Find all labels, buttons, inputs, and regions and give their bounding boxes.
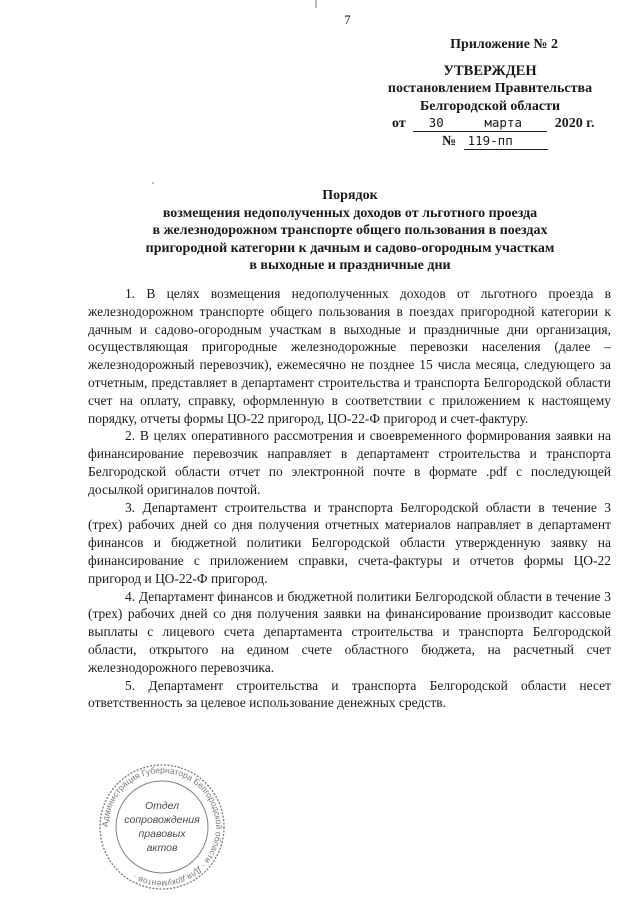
title-line-3: пригородной категории к дачным и садово-огородным участкам <box>145 240 555 256</box>
appendix-label: Приложение № 2 <box>450 37 558 52</box>
stamp-ring-text: Администрация Губернатора Белгородской области · Для документов · <box>99 764 225 890</box>
paragraph-1: 1. В целях возмещения недополученных доходов от льготного проезда в железнодорожном транспорте общего пользования в поездах пригородной категории к дачным и садово-огородным участкам в выходные и праздничные дни организация, осуществляющая пригородные железнодорожные перевозки населения (далее – железнодорожный перевозчик), ежемесячно не позднее 15 числа месяца, следующего за отчетным, представляет в департамент строительства и транспорта Белгородской области счет на оплату, справку, оформленную в соответствии с приложением к настоящему порядку, отчеты формы ЦО-22 пригород, ЦО-22-Ф пригород и счет-фактуру. <box>88 286 611 426</box>
number-value: 119-пп <box>464 133 548 150</box>
approval-title: УТВЕРЖДЕН <box>443 63 537 79</box>
paragraph-5: 5. Департамент строительства и транспорта Белгородской области несет ответственность за целевое использование денежных средств. <box>88 677 611 711</box>
approval-block <box>370 62 610 116</box>
title-heading: Порядок <box>322 188 378 203</box>
paragraph-4: 4. Департамент финансов и бюджетной политики Белгородской области в течение 3 (трех) рабочих дней со дня получения заявки на финансирование производит кассовые выплаты с лицевого счета департамента строительства и транспорта Белгородской области, открытого на едином счете областного бюджета, на расчетный счет железнодорожного перевозчика. <box>88 588 611 675</box>
approval-number-line <box>442 133 548 150</box>
paragraph-3: 3. Департамент строительства и транспорта Белгородской области в течение 3 (трех) рабочих дней со дня получения отчетных материалов направляет в департамент финансов и бюджетной политики Белгородской области утвержденную заявку на финансирование с приложением справки, счета-фактуры и отчетов формы ЦО-22 пригород и ЦО-22-Ф пригород. <box>88 499 611 586</box>
stamp-center-line-1: Отдел <box>144 800 180 812</box>
paragraph-2: 2. В целях оперативного рассмотрения и своевременного формирования заявки на финансирование перевозчик направляет в департамент строительства и транспорта Белгородской области отчет по электронной почте в формате .pdf с последующей досылкой оригиналов почтой. <box>88 428 611 497</box>
title-line-1: возмещения недополученных доходов от льготного проезда <box>162 205 538 221</box>
stamp-center-line-4: актов <box>146 842 178 854</box>
number-prefix: № <box>442 134 457 149</box>
scan-artifact-dot <box>152 182 154 184</box>
document-body <box>88 285 611 712</box>
approval-line-2: Белгородской области <box>419 99 561 114</box>
scan-artifact-mark <box>315 0 317 8</box>
page-number: 7 <box>344 12 351 27</box>
date-day: 30 <box>413 115 459 132</box>
stamp-center-line-3: правовых <box>138 828 186 840</box>
stamp-center-line-2: сопровождения <box>124 814 200 826</box>
approval-line-1: постановлением Правительства <box>387 81 593 96</box>
approval-date-line <box>392 115 594 132</box>
date-month: марта <box>459 115 547 132</box>
title-line-2: в железнодорожном транспорте общего пользования в поездах <box>152 223 548 238</box>
office-stamp <box>92 762 232 892</box>
title-line-4: в выходные и праздничные дни <box>249 258 451 273</box>
document-title <box>100 187 600 275</box>
date-year: 2020 г. <box>554 116 595 131</box>
stamp-seal-graphic <box>92 762 232 892</box>
date-prefix: от <box>392 116 406 131</box>
